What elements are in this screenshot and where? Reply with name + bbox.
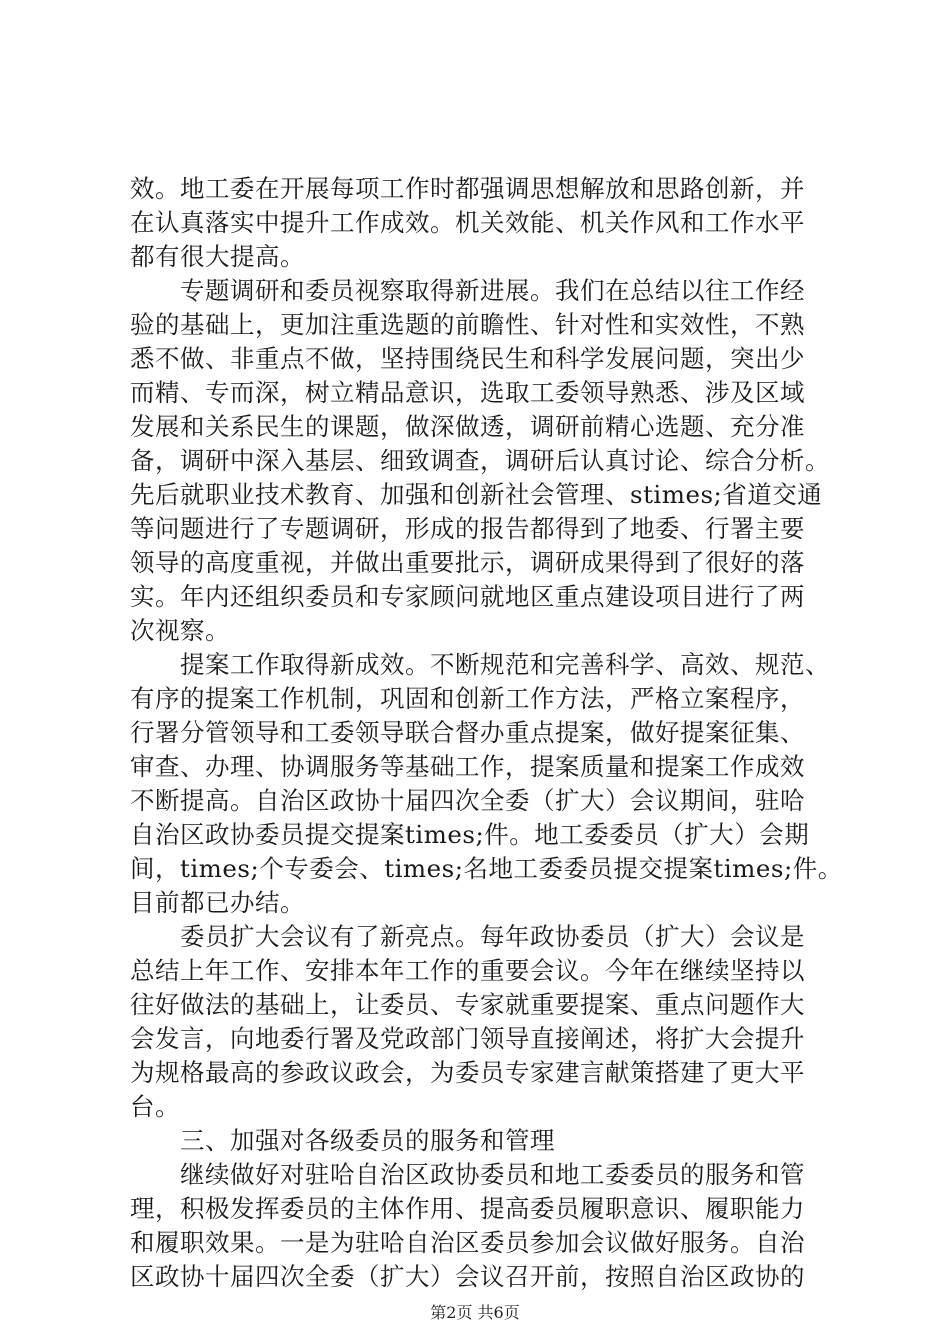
paragraph-start-line: 提案工作取得新成效。不断规范和完善科学、高效、规范、 <box>180 650 830 679</box>
text-line: 发展和关系民生的课题，做深做透，调研前精心选题、充分准 <box>130 412 805 441</box>
text-line: 总结上年工作、安排本年工作的重要会议。今年在继续坚持以 <box>130 956 805 985</box>
text-line: 区政协十届四次全委（扩大）会议召开前，按照自治区政协的 <box>130 1262 805 1291</box>
text-line: 间，times;个专委会、times;名地工委委员提交提案times;件。 <box>130 854 843 883</box>
text-line: 为规格最高的参政议政会，为委员专家建言献策搭建了更大平 <box>130 1058 805 1087</box>
text-line: 审查、办理、协调服务等基础工作，提案质量和提案工作成效 <box>130 752 805 781</box>
text-line: 先后就职业技术教育、加强和创新社会管理、stimes;省道交通 <box>130 480 823 509</box>
paragraph-start-line: 专题调研和委员视察取得新进展。我们在总结以往工作经 <box>180 276 805 305</box>
text-line: 备，调研中深入基层、细致调查，调研后认真讨论、综合分析。 <box>130 446 830 475</box>
text-line: 台。 <box>130 1092 180 1121</box>
text-line: 和履职效果。一是为驻哈自治区委员参加会议做好服务。自治 <box>130 1228 805 1257</box>
paragraph-start-line: 委员扩大会议有了新亮点。每年政协委员（扩大）会议是 <box>180 922 805 951</box>
text-line: 行署分管领导和工委领导联合督办重点提案，做好提案征集、 <box>130 718 805 747</box>
text-line: 都有很大提高。 <box>130 242 305 271</box>
text-line: 目前都已办结。 <box>130 888 305 917</box>
section-heading: 三、加强对各级委员的服务和管理 <box>180 1126 555 1155</box>
text-line: 自治区政协委员提交提案times;件。地工委委员（扩大）会期 <box>130 820 810 849</box>
text-line: 实。年内还组织委员和专家顾问就地区重点建设项目进行了两 <box>130 582 805 611</box>
text-line: 等问题进行了专题调研，形成的报告都得到了地委、行署主要 <box>130 514 805 543</box>
text-line: 次视察。 <box>130 616 230 645</box>
text-line: 验的基础上，更加注重选题的前瞻性、针对性和实效性，不熟 <box>130 310 805 339</box>
paragraph-start-line: 继续做好对驻哈自治区政协委员和地工委委员的服务和管 <box>180 1160 805 1189</box>
page-number-footer: 第2页 共6页 <box>430 1303 520 1322</box>
text-line: 效。地工委在开展每项工作时都强调思想解放和思路创新，并 <box>130 174 805 203</box>
text-line: 会发言，向地委行署及党政部门领导直接阐述，将扩大会提升 <box>130 1024 805 1053</box>
text-line: 往好做法的基础上，让委员、专家就重要提案、重点问题作大 <box>130 990 805 1019</box>
text-line: 理，积极发挥委员的主体作用、提高委员履职意识、履职能力 <box>130 1194 805 1223</box>
text-line: 而精、专而深，树立精品意识，选取工委领导熟悉、涉及区域 <box>130 378 805 407</box>
text-line: 不断提高。自治区政协十届四次全委（扩大）会议期间，驻哈 <box>130 786 805 815</box>
text-line: 在认真落实中提升工作成效。机关效能、机关作风和工作水平 <box>130 208 805 237</box>
text-line: 有序的提案工作机制，巩固和创新工作方法，严格立案程序， <box>130 684 805 713</box>
text-line: 领导的高度重视，并做出重要批示，调研成果得到了很好的落 <box>130 548 805 577</box>
text-line: 悉不做、非重点不做，坚持围绕民生和科学发展问题，突出少 <box>130 344 805 373</box>
